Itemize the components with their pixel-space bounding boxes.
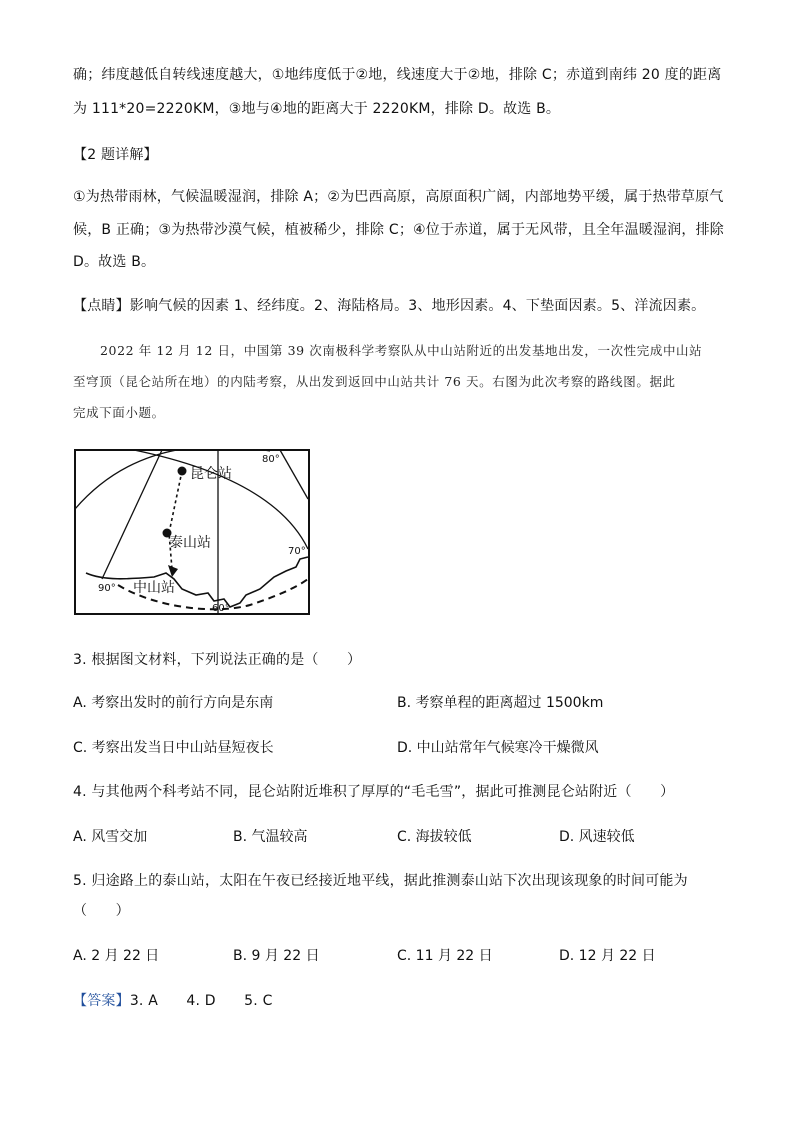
lon-90-label: 90° bbox=[98, 583, 116, 594]
q5-option-b[interactable]: B. 9 月 22 日 bbox=[233, 948, 320, 964]
material-line-2: 至穹顶（昆仑站所在地）的内陆考察，从出发到返回中山站共计 76 天。右图为此次考察的路线图。据此 bbox=[73, 374, 676, 389]
q2-explain-line-2: 候，B 正确；③为热带沙漠气候，植被稀少，排除 C；④位于赤道，属于无风带，且全年温暖湿润，排除 bbox=[73, 222, 724, 238]
prev-explain-line-2: 为 111*20=2220KM，③地与④地的距离大于 2220KM，排除 D。故选 B。 bbox=[73, 101, 561, 117]
q3-option-d[interactable]: D. 中山站常年气候寒冷干燥微风 bbox=[397, 740, 599, 756]
question-5-stem: 5. 归途路上的泰山站，太阳在午夜已经接近地平线，据此推测泰山站下次出现该现象的时间可能为 bbox=[73, 873, 688, 889]
kunlun-station-marker bbox=[178, 467, 187, 476]
answer-line bbox=[73, 990, 273, 1010]
question-4-stem: 4. 与其他两个科考站不同，昆仑站附近堆积了厚厚的“毛毛雪”，据此可推测昆仑站附近（ ） bbox=[73, 784, 675, 800]
taishan-label: 泰山站 bbox=[169, 535, 211, 551]
key-point: 【点睛】影响气候的因素 1、经纬度。2、海陆格局。3、地形因素。4、下垫面因素。5、洋流因素。 bbox=[73, 298, 706, 314]
q4-option-b[interactable]: B. 气温较高 bbox=[233, 829, 308, 845]
zhongshan-label: 中山站 bbox=[133, 580, 175, 596]
answer-tag: 【答案】 bbox=[73, 993, 130, 1009]
prev-explain-line-1: 确；纬度越低自转线速度越大，①地纬度低于②地，线速度大于②地，排除 C；赤道到南纬 20 度的距离 bbox=[73, 67, 722, 83]
q2-explain-line-3: D。故选 B。 bbox=[73, 254, 156, 270]
q5-option-a[interactable]: A. 2 月 22 日 bbox=[73, 948, 160, 964]
q2-header: 【2 题详解】 bbox=[73, 147, 158, 163]
answer-text: 3. A 4. D 5. C bbox=[129, 993, 273, 1009]
q5-option-c[interactable]: C. 11 月 22 日 bbox=[397, 948, 493, 964]
kunlun-label: 昆仑站 bbox=[190, 466, 232, 482]
q3-option-a[interactable]: A. 考察出发时的前行方向是东南 bbox=[73, 695, 274, 711]
question-3-stem: 3. 根据图文材料，下列说法正确的是（ ） bbox=[73, 652, 362, 668]
q3-option-b[interactable]: B. 考察单程的距离超过 1500km bbox=[397, 695, 604, 711]
q4-option-c[interactable]: C. 海拔较低 bbox=[397, 829, 472, 845]
material-line-3: 完成下面小题。 bbox=[73, 405, 165, 420]
lat-60-label: 60° bbox=[212, 603, 230, 614]
q4-option-d[interactable]: D. 风速较低 bbox=[559, 829, 635, 845]
q5-option-d[interactable]: D. 12 月 22 日 bbox=[559, 948, 656, 964]
q3-option-c[interactable]: C. 考察出发当日中山站昼短夜长 bbox=[73, 740, 274, 756]
route-map bbox=[74, 449, 310, 615]
lon-70-label: 70° bbox=[288, 546, 306, 557]
material-line-1: 2022 年 12 月 12 日，中国第 39 次南极科学考察队从中山站附近的出发基地出发，一次性完成中山站 bbox=[100, 343, 703, 358]
question-5-stem-blank: （ ） bbox=[73, 903, 130, 919]
lon-80-label: 80° bbox=[262, 454, 280, 465]
q4-option-a[interactable]: A. 风雪交加 bbox=[73, 829, 148, 845]
q2-explain-line-1: ①为热带雨林，气候温暖湿润，排除 A；②为巴西高原，高原面积广阔，内部地势平缓，属于热带草原气 bbox=[73, 189, 724, 205]
